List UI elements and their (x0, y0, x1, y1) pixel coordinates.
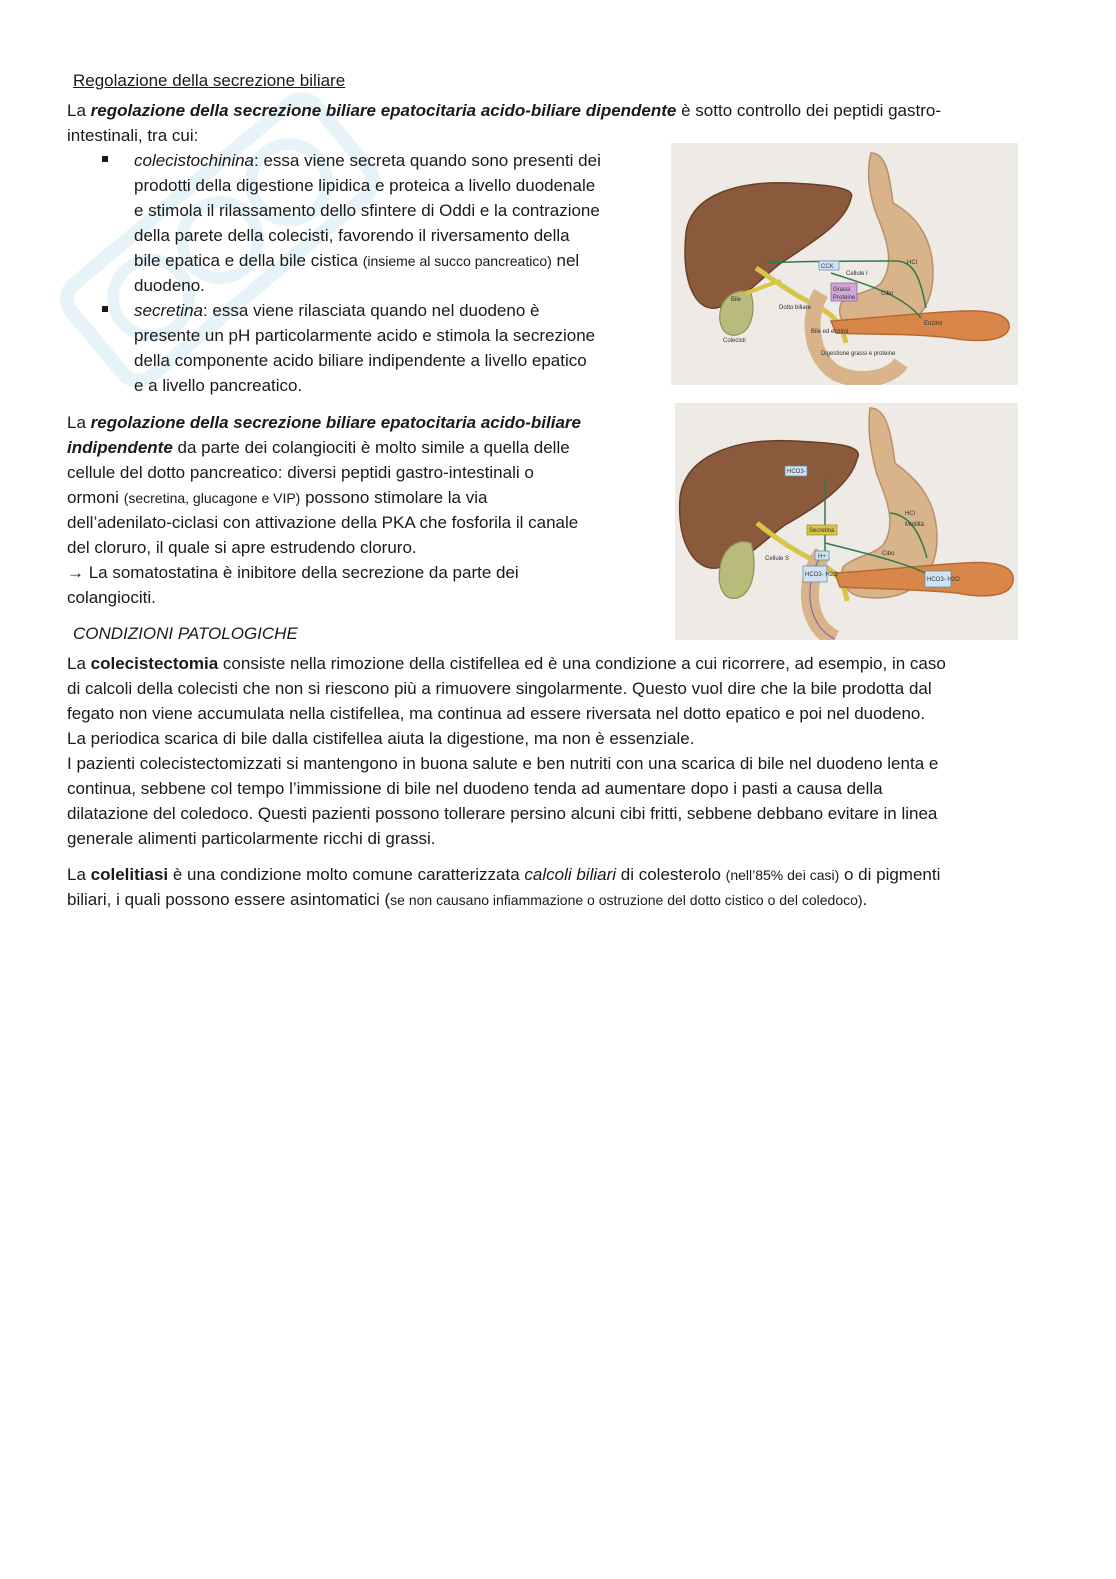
bullet-2-line-1: secretina: essa viene rilasciata quando nel duodeno è (134, 301, 540, 320)
colecistectomia-line: generale alimenti particolarmente ricchi di grassi. (67, 829, 436, 848)
figure-label: H+ (818, 554, 826, 560)
section2-line-2: indipendente da parte dei colangiociti è molto simile a quella delle (67, 438, 570, 457)
colecistectomia-line: I pazienti colecistectomizzati si mantengono in buona salute e ben nutriti con una scarica di bile nel duodeno lenta e (67, 754, 939, 773)
bullet-1-line: duodeno. (134, 276, 205, 295)
colecistectomia-line: La periodica scarica di bile dalla cistifellea aiuta la digestione, ma non è essenziale. (67, 729, 695, 748)
colecistectomia-line: di calcoli della colecisti che non si riescono più a rimuovere singolarmente. Questo vuol dire che la bile prodotta dal (67, 679, 932, 698)
figure-label: Secretina (809, 528, 835, 534)
section2-line: del cloruro, il quale si apre estrudendo cloruro. (67, 538, 417, 557)
section2-line: dell’adenilato-ciclasi con attivazione della PKA che fosforila il canale (67, 513, 579, 532)
figure-label: Cibo (882, 551, 895, 557)
section2-line: ormoni (secretina, glucagone e VIP) possono stimolare la via (67, 488, 488, 507)
bullet-2-line: della componente acido biliare indipendente a livello epatico (134, 351, 587, 370)
bullet-marker (102, 306, 108, 312)
section2-line: → La somatostatina è inibitore della secrezione da parte dei (67, 563, 519, 582)
colelitiasi-line-2: biliari, i quali possono essere asintomatici (se non causano infiammazione o ostruzione del dotto cistico o del coledoco). (67, 890, 868, 909)
colecistectomia-line-1: La colecistectomia consiste nella rimozione della cistifellea ed è una condizione a cui ricorrere, ad esempio, in caso (67, 654, 946, 673)
bullet-1-line: bile epatica e della bile cistica (insieme al succo pancreatico) nel (134, 251, 580, 270)
figure-label: Proteine (833, 295, 856, 301)
bullet-marker (102, 156, 108, 162)
bullet-2-line: presente un pH particolarmente acido e stimola la secrezione (134, 326, 596, 345)
anatomy-illustration-1 (671, 143, 1018, 385)
figure-label: Bile (731, 297, 742, 303)
bullet-2-line: e a livello pancreatico. (134, 376, 303, 395)
figure-label: Dotto biliare (779, 305, 812, 311)
section2-line: colangiociti. (67, 588, 156, 607)
figure-label: Motilità (905, 522, 925, 528)
bullet-1-line: prodotti della digestione lipidica e proteica a livello duodenale (134, 176, 596, 195)
figure-label: HCO3- H2O (927, 577, 960, 583)
bullet-1-line: e stimola il rilassamento dello sfintere di Oddi e la contrazione (134, 201, 600, 220)
section2-line: cellule del dotto pancreatico: diversi peptidi gastro-intestinali o (67, 463, 534, 482)
colecistectomia-line: dilatazione del coledoco. Questi pazienti possono tollerare persino alcuni cibi fritti, sebbene debbano evitare in linea (67, 804, 938, 823)
figure-label: Cellule I (846, 271, 868, 277)
figure-label: HCO3- (787, 469, 806, 475)
figure-label: Cibo (881, 291, 894, 297)
bullet-1-line-1: colecistochinina: essa viene secreta quando sono presenti dei (134, 151, 601, 170)
section2-line-1: La regolazione della secrezione biliare epatocitaria acido-biliare (67, 413, 581, 432)
figure-label: CCK (821, 264, 834, 270)
colelitiasi-line-1: La colelitiasi è una condizione molto comune caratterizzata calcoli biliari di colesterolo (nell’85% dei casi) o di pigmenti (67, 865, 941, 884)
colecistectomia-line: fegato non viene accumulata nella cistifellea, ma continua ad essere riversata nel dotto epatico e poi nel duodeno. (67, 704, 926, 723)
intro-line-1: La regolazione della secrezione biliare epatocitaria acido-biliare dipendente è sotto controllo dei peptidi gastro- (67, 101, 941, 120)
bullet-1-line: della parete della colecisti, favorendo il riversamento della (134, 226, 570, 245)
section-heading: Regolazione della secrezione biliare (73, 71, 346, 90)
figure-label: Digestione grassi e proteine (821, 351, 896, 357)
figure-label: HCl (907, 260, 917, 266)
figure-label: Bile ed enzimi (811, 329, 849, 335)
stomach-shape (840, 153, 933, 334)
figure-label: Colecisti (723, 338, 746, 344)
colecistectomia-line: continua, sebbene col tempo l’immissione di bile nel duodeno tenda ad aumentare dopo i pasti a causa della (67, 779, 883, 798)
cck-regulation-figure (671, 143, 1018, 385)
figure-label: HCl (905, 511, 915, 517)
figure-label: HCO3- H2O (805, 572, 838, 578)
figure-label: Cellule S (765, 556, 790, 562)
figure-label: Enzimi (924, 321, 943, 327)
intro-line-2: intestinali, tra cui: (67, 126, 199, 145)
secretin-regulation-figure (675, 403, 1018, 640)
liver-shape (685, 183, 852, 308)
pathology-heading: CONDIZIONI PATOLOGICHE (73, 624, 298, 643)
liver-shape (680, 441, 859, 569)
figure-label: Grassi (833, 287, 851, 293)
anatomy-illustration-2 (675, 403, 1018, 640)
